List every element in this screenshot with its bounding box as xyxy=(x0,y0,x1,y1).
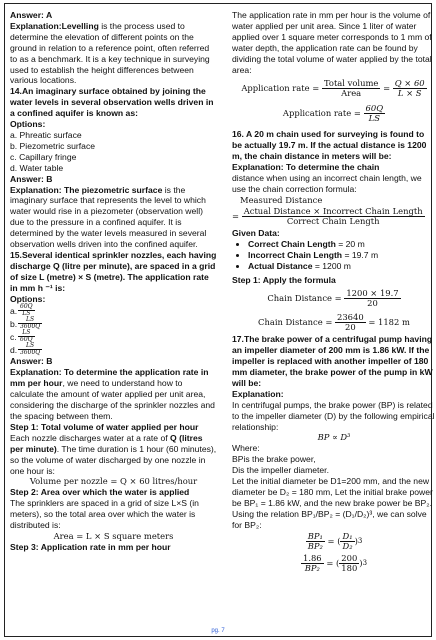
q17-paragraph-3: Using the relation BP₁/BP₂ = (D₁/D₂)³, we can solve for BP₂: xyxy=(232,508,427,530)
levelling-explanation xyxy=(10,21,217,86)
q14-option-b: b. Piezometric surface xyxy=(10,140,96,151)
application-rate-equation-1 xyxy=(232,75,436,101)
step1-body xyxy=(10,433,217,477)
where-d: Dis the impeller diameter. xyxy=(232,465,329,476)
formula-fraction xyxy=(242,207,425,226)
options-label-15: Options: xyxy=(10,293,46,304)
question-16: 16. A 20 m chain used for surveying is found to be actually 19.7 m. If the actual distance is 1200 m, the chain distance in meters will be: xyxy=(232,129,427,162)
answer-a: Answer: A xyxy=(10,10,53,20)
q15-expl-head: Explanation: To determine the application rate xyxy=(10,367,201,378)
eq-fraction xyxy=(322,79,380,98)
denominator: 3600Q xyxy=(20,323,41,331)
eq-fraction xyxy=(301,554,324,573)
q14-option-d: d. Water table xyxy=(10,162,64,173)
given-key: Incorrect Chain Length xyxy=(248,249,343,260)
options-label: Options: xyxy=(10,119,46,130)
apply-formula-heading: Step 1: Apply the formula xyxy=(232,275,336,286)
equals-sign: = xyxy=(383,82,391,93)
numerator: BP₁ xyxy=(307,531,323,542)
denominator: D₂ xyxy=(342,541,353,552)
q14-option-a: a. Phreatic surface xyxy=(10,129,82,140)
given-data-list xyxy=(232,239,436,272)
step2-heading: Step 2: Area over which the water is applied xyxy=(10,487,190,498)
numerator: 60Q xyxy=(365,102,384,113)
numerator: Q × 60 xyxy=(394,77,425,88)
numerator: 1200 × 19.7 xyxy=(346,287,399,298)
numerator: Total volume xyxy=(323,77,379,88)
chain-correction-formula xyxy=(232,206,436,228)
q14-expl-body: is the imaginary surface that represents the level to which water would rise in a piezometer (observation well) due to the pressure in a confined aquifer. It is determined by the water levels measured in several observation wells driven into the confined aquifer. xyxy=(10,184,207,250)
q15-explanation xyxy=(10,367,217,422)
eq-lhs: Chain Distance = xyxy=(267,292,342,303)
q14-expl-term: piezometric surface xyxy=(81,184,163,195)
given-value: = 20 m xyxy=(335,238,365,249)
numerator: LS xyxy=(18,317,42,325)
q14-answer: Answer: B xyxy=(10,173,53,184)
eq-lhs: Chain Distance = xyxy=(258,316,333,327)
question-15: 15.Several identical sprinkler nozzles, each having discharge Q (litre per minute), are spaced in a grid of size L (metre) × S (metre). The application rate in mm h ⁻¹ is: xyxy=(10,249,217,293)
given-data-heading: Given Data: xyxy=(232,227,280,238)
list-item xyxy=(248,250,436,261)
where-bp: BPis the brake power, xyxy=(232,454,316,465)
step1-heading: Step 1: Total volume of water applied per hour xyxy=(10,421,199,432)
list-item xyxy=(248,239,436,250)
denominator: L × S xyxy=(397,87,422,98)
step1-text-a: Each nozzle discharges water at a rate of xyxy=(10,432,171,443)
list-item xyxy=(248,261,436,272)
exponent: 3 xyxy=(357,537,363,546)
page-number: pg. 7 xyxy=(211,628,225,634)
eq-result: = 1182 m xyxy=(368,316,410,327)
equals-sign: = xyxy=(232,211,240,222)
numerator: LS xyxy=(18,330,35,338)
explanation-heading: Explanation:Levelling xyxy=(10,20,99,31)
denominator: Area xyxy=(341,87,362,98)
step2-body: The sprinklers are spaced in a grid of size L×S (in meters), so the total area over which the water is distributed is: xyxy=(10,498,199,531)
q14-explanation xyxy=(10,185,217,250)
q15-option-c xyxy=(10,330,217,343)
given-value: = 19.7 m xyxy=(342,249,379,260)
denominator: 60Q xyxy=(20,336,33,344)
q16-explanation-1: Explanation: To determine the chain xyxy=(232,162,380,173)
where-label: Where: xyxy=(232,443,260,454)
page-frame xyxy=(4,3,435,637)
step3-heading: Step 3: Application rate in mm per hour xyxy=(10,541,171,552)
eq-lhs: Application rate = xyxy=(241,82,320,93)
left-column xyxy=(10,10,217,553)
option-letter: b. xyxy=(10,318,18,329)
eq-fraction xyxy=(335,313,366,332)
option-fraction xyxy=(18,343,42,357)
measured-distance-label: Measured Distance xyxy=(240,194,323,205)
denominator: 3600Q xyxy=(20,349,41,357)
chain-distance-equation-1 xyxy=(232,286,436,310)
explanation-body: is the process used to determine the elevation of different points on the ground in relation to a reference point, often referred to as a benchmark. It is a key technique in surveying used to establish the height differences between various locations. xyxy=(10,20,210,86)
numerator: D₁ xyxy=(342,531,353,542)
q15-answer: Answer: B xyxy=(10,356,53,367)
q17-explanation-heading: Explanation: xyxy=(232,388,284,399)
q15-expl-term: in mm per hour xyxy=(10,367,209,389)
denominator: LS xyxy=(22,310,31,318)
given-key: Actual Distance xyxy=(248,260,313,271)
area-equation: Area = L × S square meters xyxy=(53,530,174,541)
denominator: BP₂ xyxy=(304,563,320,574)
numerator: 1.86 xyxy=(302,553,322,564)
numerator: 200 xyxy=(341,553,358,564)
given-value: = 1200 m xyxy=(312,260,351,271)
q14-option-c: c. Capillary fringe xyxy=(10,151,77,162)
volume-equation: Volume per nozzle = Q × 60 litres/hour xyxy=(29,476,198,487)
question-17: 17.The brake power of a centrifugal pump having an impeller diameter of 200 mm is 1.86 kW. If the impeller is replaced with another impeller of 180 mm diameter, the brake power of the pump in kW will be: xyxy=(232,334,433,388)
numerator: 60Q xyxy=(20,302,33,310)
denominator: 180 xyxy=(341,563,358,574)
q15-option-a xyxy=(10,304,217,317)
q17-paragraph-2: Let the initial diameter be D1=200 mm, and the new diameter be D₂ = 180 mm, Let the initial brake power be BP₁ = 1.86 kW, and the new brake power be BP₂. xyxy=(232,476,433,508)
chain-distance-equation-2 xyxy=(232,310,436,334)
q17-paragraph-1: In centrifugal pumps, the brake power (BP) is related to the impeller diameter (D) by the following empirical relationship: xyxy=(232,399,435,432)
q15-option-b xyxy=(10,317,217,330)
option-letter: c. xyxy=(10,331,17,342)
denominator: BP₂ xyxy=(307,541,323,552)
equals-sign: = xyxy=(326,558,334,569)
right-column xyxy=(232,10,436,575)
numerator: Actual Distance × Incorrect Chain Length xyxy=(243,206,423,217)
denominator: LS xyxy=(368,112,380,123)
eq-fraction xyxy=(339,554,359,573)
q15-option-d xyxy=(10,343,217,356)
numerator: 23640 xyxy=(337,311,364,322)
numerator: LS xyxy=(18,343,42,351)
q15-expl-body: , we need to understand how to calculate the amount of water applied per unit area, considering the discharge of the sprinkler nozzles and the spacing between them. xyxy=(10,378,215,421)
q16-explanation-2: distance when using an incorrect chain length, we use the chain correction formula: xyxy=(232,173,422,194)
eq-fraction xyxy=(364,104,386,123)
q14-expl-head: Explanation: The xyxy=(10,184,82,195)
denominator: 20 xyxy=(367,297,378,308)
equals-sign: = xyxy=(327,536,335,547)
ratio-equation-2: $\frac{1.86}{\text{BP₂}}$ = ( $\frac{200}{180}$ ) 3 xyxy=(302,553,368,574)
proportionality: BP ∝ D³ xyxy=(317,432,351,443)
exponent: 3 xyxy=(362,559,368,568)
option-letter: d. xyxy=(10,344,18,355)
question-14: 14.An imaginary surface obtained by joining the water levels in several observation wells driven in a confined aquifer is known as: xyxy=(10,86,214,119)
eq-fraction xyxy=(340,532,354,551)
eq-lhs: Application rate = xyxy=(282,107,361,118)
eq-fraction xyxy=(344,289,400,308)
ratio-equation-1: $\frac{\text{BP₁}}{\text{BP₂}}$ = ( $\frac{\text{D₁}}{\text{D₂}}$ ) 3 xyxy=(307,531,363,552)
eq-fraction xyxy=(393,79,427,98)
step1-text-b: Q (litres per minute) xyxy=(10,432,203,454)
denominator: Correct Chain Length xyxy=(286,216,380,227)
denominator: 20 xyxy=(345,321,356,332)
option-letter: a. xyxy=(10,305,18,316)
eq-fraction xyxy=(306,532,325,551)
given-key: Correct Chain Length xyxy=(248,238,336,249)
step1-text-c: . The time duration is 1 hour (60 minutes), so the volume of water discharged by one nozzle in one hour is: xyxy=(10,443,217,476)
application-rate-equation-2 xyxy=(232,101,436,125)
application-rate-para: The application rate in mm per hour is the volume of water applied per unit area. Since 1 liter of water applied over 1 square meter corresponds to 1 mm of water depth, the application rate can be found by dividing the total volume of water applied by the total area: xyxy=(232,10,432,75)
